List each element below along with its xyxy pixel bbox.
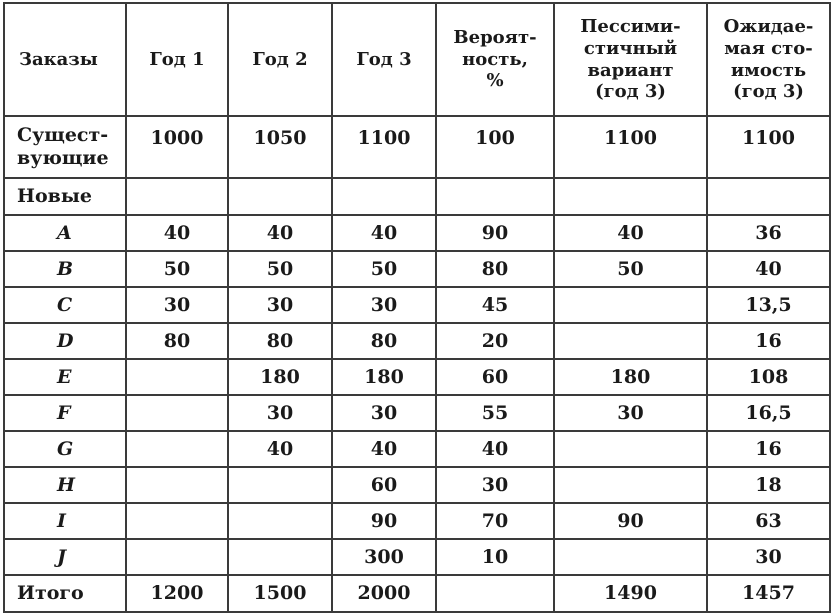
orders-table xyxy=(3,2,831,613)
table-cell: 90 xyxy=(554,503,707,539)
row-label: F xyxy=(4,395,126,431)
table-row xyxy=(4,395,830,431)
row-label: D xyxy=(4,323,126,359)
table-cell: 30 xyxy=(707,539,830,575)
header-cell-expected: Ожидае- мая сто- имость (год 3) xyxy=(707,3,830,116)
row-label: Новые xyxy=(4,178,126,215)
table-cell xyxy=(707,178,830,215)
row-label: C xyxy=(4,287,126,323)
table-cell: 1100 xyxy=(707,116,830,178)
table-cell: 100 xyxy=(436,116,554,178)
table-cell: 40 xyxy=(707,251,830,287)
header-row xyxy=(4,3,830,116)
row-label: J xyxy=(4,539,126,575)
table-row xyxy=(4,467,830,503)
table-cell: 50 xyxy=(332,251,436,287)
table-row-new xyxy=(4,178,830,215)
table-cell: 80 xyxy=(126,323,228,359)
table-row xyxy=(4,539,830,575)
table-row xyxy=(4,503,830,539)
table-cell: 1100 xyxy=(332,116,436,178)
table-row xyxy=(4,323,830,359)
table-cell: 60 xyxy=(332,467,436,503)
table-cell: 2000 xyxy=(332,575,436,612)
table-cell: 13,5 xyxy=(707,287,830,323)
table-cell: 1200 xyxy=(126,575,228,612)
header-cell-year3: Год 3 xyxy=(332,3,436,116)
row-label: G xyxy=(4,431,126,467)
table-cell xyxy=(126,539,228,575)
table-cell: 1100 xyxy=(554,116,707,178)
table-cell: 40 xyxy=(554,215,707,251)
table-cell: 80 xyxy=(332,323,436,359)
table-cell: 30 xyxy=(126,287,228,323)
table-cell: 55 xyxy=(436,395,554,431)
table-cell: 30 xyxy=(332,395,436,431)
table-cell: 60 xyxy=(436,359,554,395)
table-cell: 30 xyxy=(436,467,554,503)
table-cell: 30 xyxy=(332,287,436,323)
table-cell: 40 xyxy=(436,431,554,467)
row-label: A xyxy=(4,215,126,251)
table-row-total xyxy=(4,575,830,612)
table-cell xyxy=(554,431,707,467)
table-cell: 90 xyxy=(436,215,554,251)
table-row xyxy=(4,215,830,251)
row-label: B xyxy=(4,251,126,287)
table-cell xyxy=(554,539,707,575)
table-cell: 1050 xyxy=(228,116,332,178)
row-label: Итого xyxy=(4,575,126,612)
table-cell xyxy=(436,575,554,612)
table-row xyxy=(4,359,830,395)
table-cell: 16,5 xyxy=(707,395,830,431)
table-cell: 40 xyxy=(228,215,332,251)
table-cell: 50 xyxy=(554,251,707,287)
table-cell: 16 xyxy=(707,323,830,359)
table-cell xyxy=(126,503,228,539)
row-label: Сущест- вующие xyxy=(4,116,126,178)
table-cell: 1500 xyxy=(228,575,332,612)
row-label: H xyxy=(4,467,126,503)
table-cell: 40 xyxy=(332,431,436,467)
table-cell: 40 xyxy=(332,215,436,251)
table-cell xyxy=(554,323,707,359)
table-cell: 16 xyxy=(707,431,830,467)
table-cell: 40 xyxy=(228,431,332,467)
table-cell xyxy=(228,539,332,575)
table-row xyxy=(4,287,830,323)
table-cell xyxy=(554,287,707,323)
table-row xyxy=(4,431,830,467)
table-cell: 30 xyxy=(228,395,332,431)
table-cell xyxy=(126,178,228,215)
table-row xyxy=(4,251,830,287)
table-cell: 50 xyxy=(228,251,332,287)
table-cell: 30 xyxy=(554,395,707,431)
table-cell: 63 xyxy=(707,503,830,539)
table-cell: 70 xyxy=(436,503,554,539)
table-cell: 50 xyxy=(126,251,228,287)
table-cell: 10 xyxy=(436,539,554,575)
table-cell: 90 xyxy=(332,503,436,539)
table-cell: 180 xyxy=(554,359,707,395)
table-cell: 80 xyxy=(436,251,554,287)
table-cell: 1000 xyxy=(126,116,228,178)
table-row-existing xyxy=(4,116,830,178)
table-cell xyxy=(554,467,707,503)
table-cell xyxy=(554,178,707,215)
row-label: I xyxy=(4,503,126,539)
table-cell xyxy=(228,178,332,215)
header-cell-orders: Заказы xyxy=(4,3,126,116)
table-cell: 108 xyxy=(707,359,830,395)
table-cell: 80 xyxy=(228,323,332,359)
table-cell: 36 xyxy=(707,215,830,251)
table-cell xyxy=(126,467,228,503)
header-cell-year1: Год 1 xyxy=(126,3,228,116)
table-cell: 1490 xyxy=(554,575,707,612)
table-cell: 30 xyxy=(228,287,332,323)
header-cell-pessimistic: Пессими- стичный вариант (год 3) xyxy=(554,3,707,116)
table-cell xyxy=(126,395,228,431)
header-cell-probability: Вероят- ность, % xyxy=(436,3,554,116)
table-cell xyxy=(436,178,554,215)
table-cell xyxy=(126,431,228,467)
table-cell: 20 xyxy=(436,323,554,359)
table-cell xyxy=(228,467,332,503)
table-cell: 1457 xyxy=(707,575,830,612)
table-cell: 18 xyxy=(707,467,830,503)
table-cell: 300 xyxy=(332,539,436,575)
table-cell: 180 xyxy=(332,359,436,395)
table-cell xyxy=(228,503,332,539)
table-cell: 180 xyxy=(228,359,332,395)
header-cell-year2: Год 2 xyxy=(228,3,332,116)
table-cell: 40 xyxy=(126,215,228,251)
table-cell xyxy=(126,359,228,395)
row-label: E xyxy=(4,359,126,395)
table-cell: 45 xyxy=(436,287,554,323)
table-cell xyxy=(332,178,436,215)
